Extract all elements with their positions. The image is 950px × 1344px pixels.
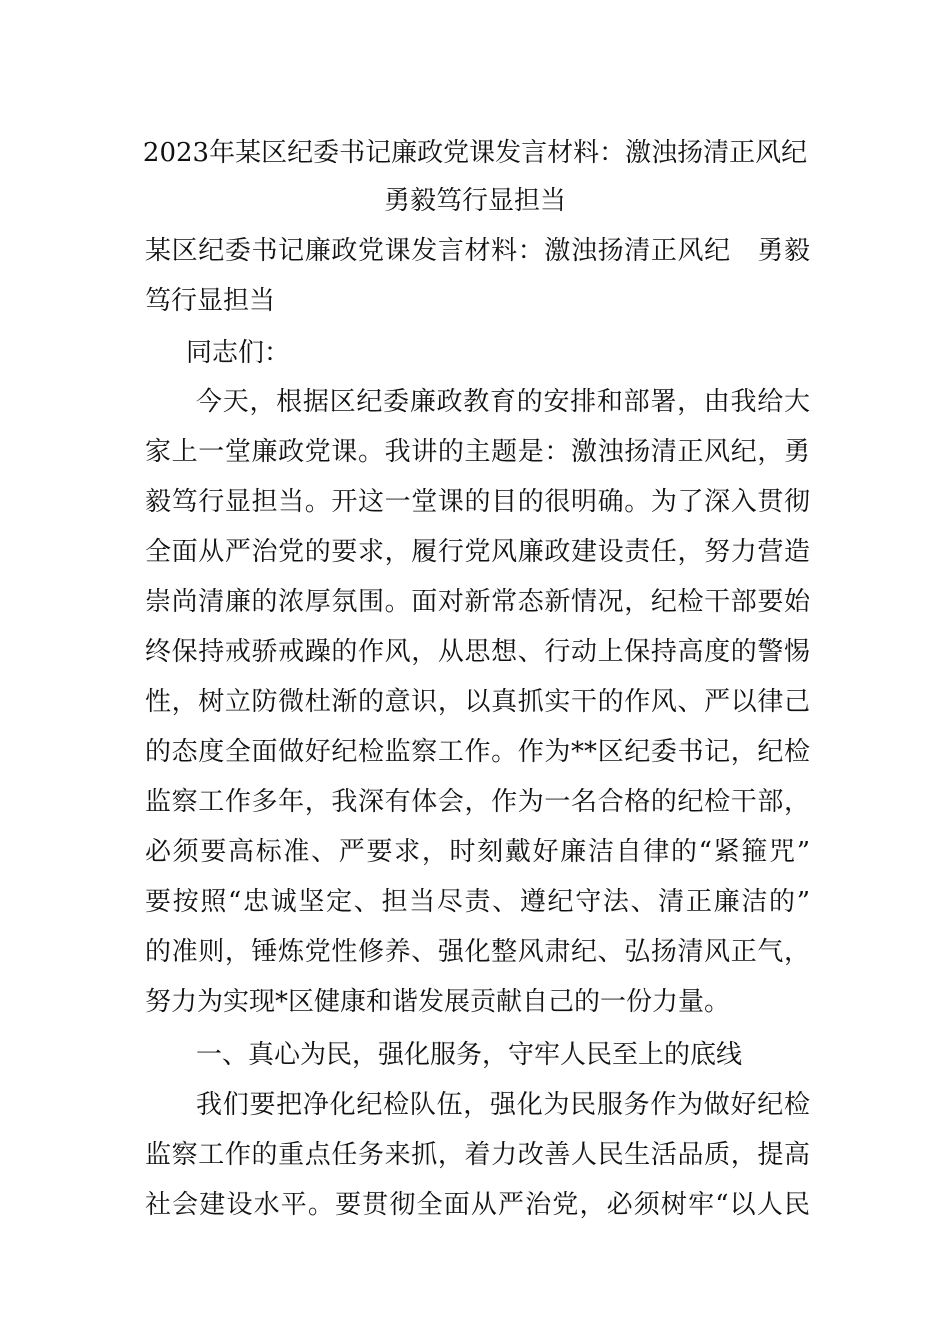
paragraph-line: 监察工作多年，我深有体会，作为一名合格的纪检干部， bbox=[145, 787, 810, 817]
subtitle-line-2: 笃行显担当 bbox=[145, 286, 276, 316]
paragraph-line: 社会建设水平。要贯彻全面从严治党，必须树牢“以人民 bbox=[145, 1190, 810, 1220]
paragraph-line: 的准则，锤炼党性修养、强化整风肃纪、弘扬清风正气， bbox=[145, 937, 810, 967]
paragraph-line: 性，树立防微杜渐的意识，以真抓实干的作风、严以律己 bbox=[145, 687, 810, 717]
subtitle-line-1: 某区纪委书记廉政党课发言材料：激浊扬清正风纪 勇毅 bbox=[145, 236, 810, 266]
salutation: 同志们： bbox=[186, 338, 291, 368]
document-title-line-2: 勇毅笃行显担当 bbox=[383, 186, 566, 216]
paragraph-line: 我们要把净化纪检队伍，强化为民服务作为做好纪检 bbox=[196, 1090, 810, 1120]
paragraph-line: 要按照“忠诚坚定、担当尽责、遵纪守法、清正廉洁的” bbox=[145, 887, 810, 917]
section-heading-1: 一、真心为民，强化服务，守牢人民至上的底线 bbox=[196, 1040, 743, 1070]
paragraph-line: 必须要高标准、严要求，时刻戴好廉洁自律的“紧箍咒” bbox=[145, 837, 810, 867]
paragraph-line: 终保持戒骄戒躁的作风，从思想、行动上保持高度的警惕 bbox=[145, 637, 810, 667]
paragraph-line: 崇尚清廉的浓厚氛围。面对新常态新情况，纪检干部要始 bbox=[145, 587, 810, 617]
paragraph-line: 的态度全面做好纪检监察工作。作为**区纪委书记，纪检 bbox=[145, 737, 810, 767]
paragraph-line: 今天，根据区纪委廉政教育的安排和部署，由我给大 bbox=[196, 387, 810, 417]
paragraph-line: 全面从严治党的要求，履行党风廉政建设责任，努力营造 bbox=[145, 537, 810, 567]
paragraph-line: 努力为实现*区健康和谐发展贡献自己的一份力量。 bbox=[145, 987, 731, 1017]
document-title-line-1: 2023年某区纪委书记廉政党课发言材料：激浊扬清正风纪 bbox=[142, 138, 808, 168]
paragraph-line: 毅笃行显担当。开这一堂课的目的很明确。为了深入贯彻 bbox=[145, 487, 810, 517]
paragraph-line: 家上一堂廉政党课。我讲的主题是：激浊扬清正风纪，勇 bbox=[145, 437, 810, 467]
paragraph-line: 监察工作的重点任务来抓，着力改善人民生活品质，提高 bbox=[145, 1140, 810, 1170]
